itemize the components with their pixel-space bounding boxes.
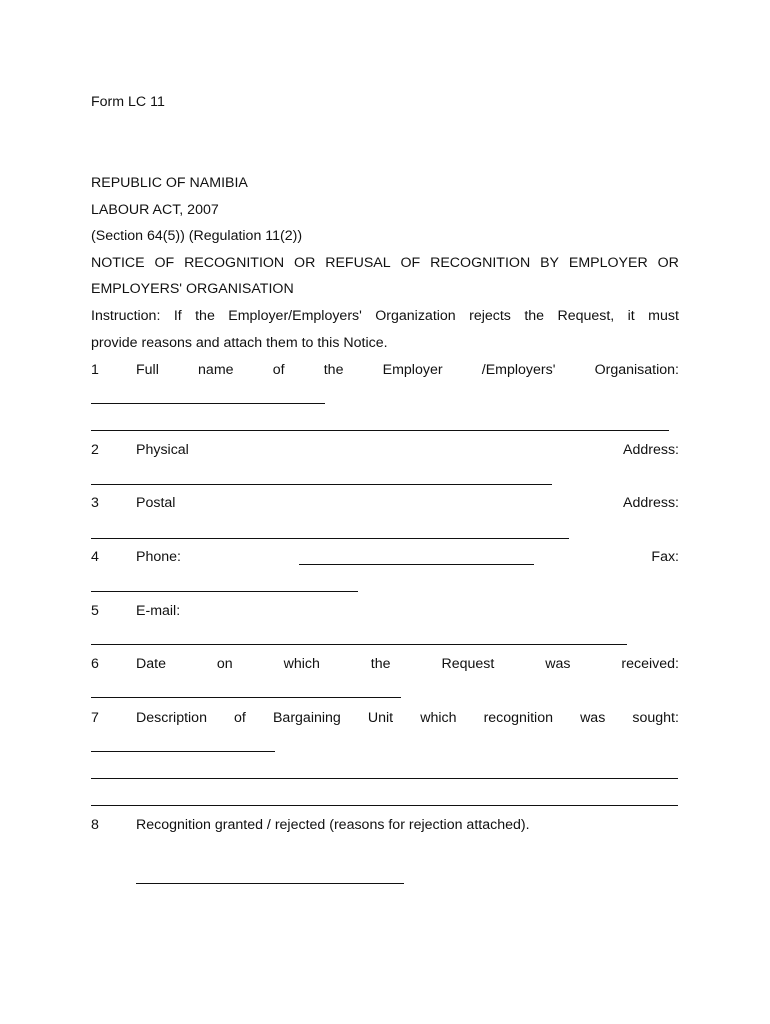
item-2-label [136, 442, 679, 459]
word: OR [657, 255, 679, 271]
item-6-blank-line[interactable] [91, 697, 401, 698]
word: Description [136, 710, 207, 726]
word: OF [154, 255, 175, 271]
word: it [627, 308, 635, 324]
item-1-blank-line-1[interactable] [91, 403, 325, 404]
phone-label: Phone: [136, 549, 181, 565]
word: the [195, 308, 215, 324]
word: /Employers' [481, 362, 556, 378]
recognition-decision-label: Recognition granted / rejected (reasons for rejection attached). [136, 817, 530, 833]
word: Bargaining [272, 710, 341, 726]
word: BY [540, 255, 560, 271]
item-5-number: 5 [91, 603, 99, 619]
item-1-number: 1 [91, 362, 99, 378]
fax-blank-line[interactable] [91, 591, 358, 592]
word: Employer/Employers' [228, 308, 362, 324]
word: which [420, 710, 457, 726]
fax-label: Fax: [651, 549, 679, 565]
item-7-blank-line-2[interactable] [91, 778, 678, 779]
word: was [580, 710, 606, 726]
word: of [272, 362, 285, 378]
word: Organization [375, 308, 456, 324]
word: Date [136, 656, 166, 672]
word: Employer [382, 362, 443, 378]
email-blank-line[interactable] [91, 644, 627, 645]
word: Unit [367, 710, 394, 726]
word: Instruction: [91, 308, 161, 324]
item-2-number: 2 [91, 442, 99, 458]
word: EMPLOYER [568, 255, 648, 271]
word: sought: [632, 710, 679, 726]
word: Postal [136, 495, 176, 511]
item-7-number: 7 [91, 710, 99, 726]
word: OF [400, 255, 421, 271]
word: was [545, 656, 571, 672]
item-1-label [136, 362, 679, 379]
instruction-line-2: provide reasons and attach them to this Notice. [91, 335, 388, 351]
item-7-label [136, 710, 679, 727]
form-id: Form LC 11 [91, 94, 165, 110]
item-3-label [136, 495, 679, 512]
signature-blank-line[interactable] [136, 883, 404, 884]
item-4-number: 4 [91, 549, 99, 565]
item-7-blank-line-1[interactable] [91, 751, 275, 752]
notice-heading-line-2: EMPLOYERS' ORGANISATION [91, 281, 294, 297]
word: the [323, 362, 344, 378]
word: Address: [623, 442, 679, 458]
title-republic: REPUBLIC OF NAMIBIA [91, 175, 248, 191]
word: the [524, 308, 545, 324]
word: rejects [469, 308, 511, 324]
word: REFUSAL [325, 255, 391, 271]
item-2-blank-line[interactable] [91, 484, 552, 485]
item-1-blank-line-2[interactable] [91, 430, 669, 431]
word: recognition [483, 710, 553, 726]
item-6-number: 6 [91, 656, 99, 672]
item-8-number: 8 [91, 817, 99, 833]
notice-heading-line-1 [91, 255, 679, 272]
word: the [370, 656, 391, 672]
word: received: [621, 656, 679, 672]
email-label: E-mail: [136, 603, 181, 619]
word: which [283, 656, 320, 672]
word: RECOGNITION [184, 255, 285, 271]
word: Address: [623, 495, 679, 511]
phone-blank-line[interactable] [299, 564, 534, 565]
word: Physical [136, 442, 189, 458]
item-7-blank-line-3[interactable] [91, 805, 678, 806]
title-act: LABOUR ACT, 2007 [91, 202, 219, 218]
item-6-label [136, 656, 679, 673]
word: name [198, 362, 234, 378]
word: Request [441, 656, 495, 672]
item-3-blank-line[interactable] [91, 538, 569, 539]
word: If [173, 308, 182, 324]
word: NOTICE [91, 255, 145, 271]
word: Organisation: [594, 362, 679, 378]
word: Request, [557, 308, 615, 324]
item-3-number: 3 [91, 495, 99, 511]
word: RECOGNITION [430, 255, 531, 271]
word: must [648, 308, 679, 324]
instruction-line-1 [91, 308, 679, 325]
word: of [234, 710, 246, 726]
word: on [216, 656, 233, 672]
title-section: (Section 64(5)) (Regulation 11(2)) [91, 228, 303, 244]
word: Full [136, 362, 159, 378]
word: OR [294, 255, 316, 271]
